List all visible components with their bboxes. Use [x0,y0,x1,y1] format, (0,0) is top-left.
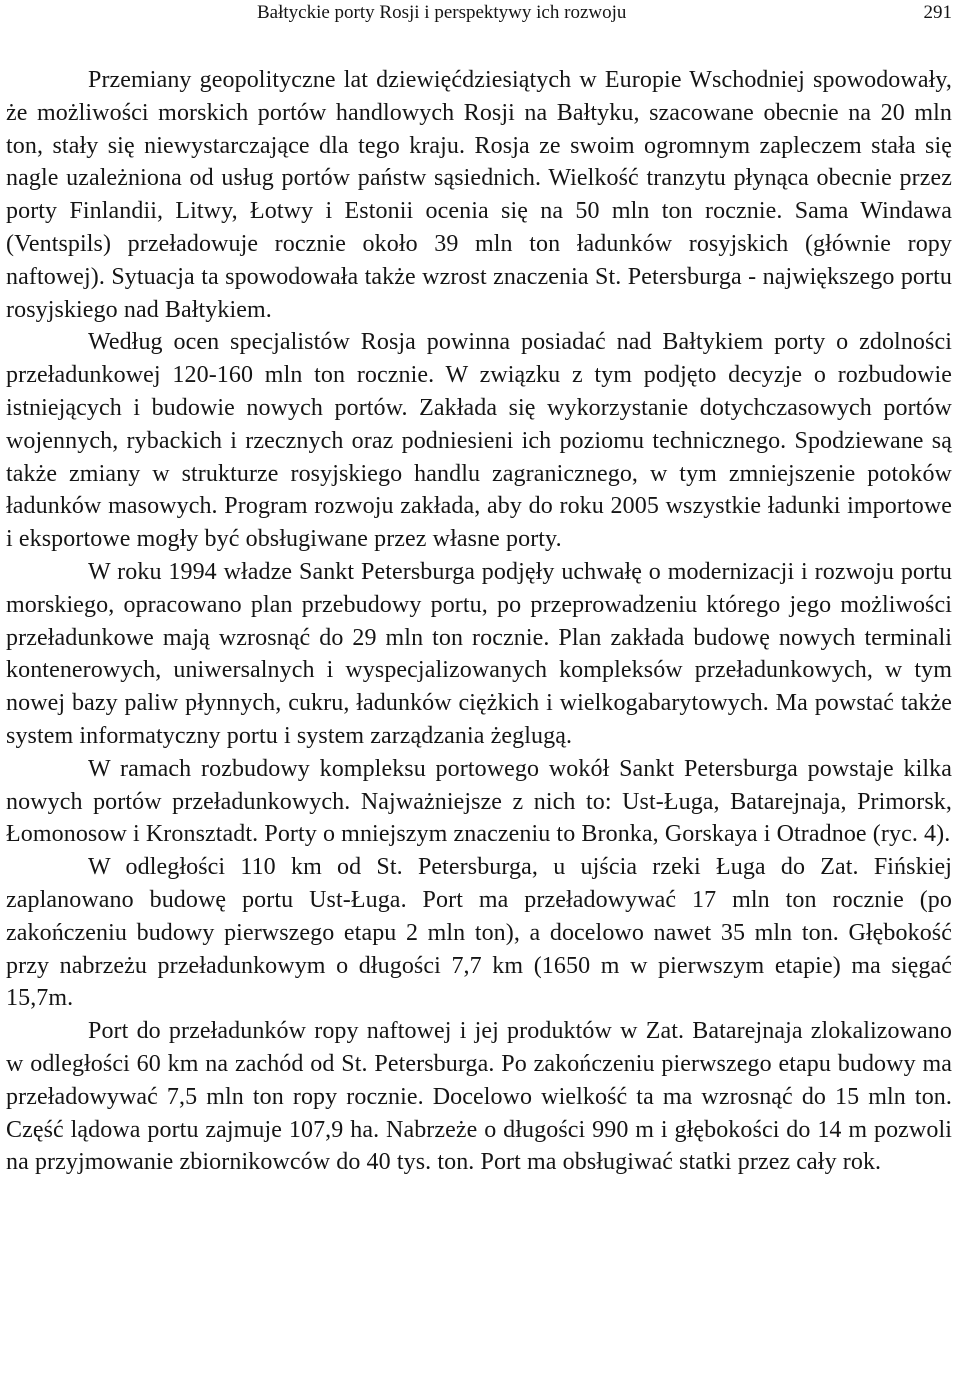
running-title: Bałtyckie porty Rosji i perspektywy ich rozwoju [257,2,627,23]
paragraph: Port do przeładunków ropy naftowej i jej produktów w Zat. Batarejnaja zlokalizowano w odległości 60 km na zachód od St. Petersburga. Po zakończeniu pierwszego etapu budowy ma przeładowywać 7,5 mln ton ropy rocznie. Docelowo wielkość ta ma wzrosnąć do 15 mln ton. Część lądowa portu zajmuje 107,9 ha. Nabrzeże o długości 990 m i głębokości do 14 m pozwoli na przyjmowanie zbiornikowców do 40 tys. ton. Port ma obsługiwać statki przez cały rok. [6,1018,952,1176]
body-text [6,64,952,1179]
paragraph: W roku 1994 władze Sankt Petersburga podjęły uchwałę o modernizacji i rozwoju portu morskiego, opracowano plan przebudowy portu, po przeprowadzeniu którego jego możliwości przeładunkowe mają wzrosnąć do 29 mln ton rocznie. Plan zakłada budowę nowych terminali kontenerowych, uniwersalnych i wyspecjalizowanych kompleksów przeładunkowych, w tym nowej bazy paliw płynnych, cukru, ładunków ciężkich i wielkogabarytowych. Ma powstać także system informatyczny portu i system zarządzania żeglugą. [6,558,952,749]
paragraph: W ramach rozbudowy kompleksu portowego wokół Sankt Petersburga powstaje kilka nowych portów przeładunkowych. Najważniejsze z nich to: Ust-Ługa, Batarejnaja, Primorsk, Łomonosow i Kronsztadt. Porty o mniejszym znaczeniu to Bronka, Gorskaya i Otradnoe (ryc. 4). [6,755,952,848]
running-header [257,0,952,26]
paragraph: Według ocen specjalistów Rosja powinna posiadać nad Bałtykiem porty o zdolności przeładunkowej 120-160 mln ton rocznie. W związku z tym podjęto decyzje o rozbudowie istniejących i budowie nowych portów. Zakłada się wykorzystanie dotychczasowych portów wojennych, rybackich i rzecznych oraz podniesieni ich poziomu technicznego. Spodziewane są także zmiany w strukturze rosyjskiego handlu zagranicznego, w tym zmniejszenie potoków ładunków masowych. Program rozwoju zakłada, aby do roku 2005 wszystkie ładunki importowe i eksportowe mogły być obsługiwane przez własne porty. [6,329,952,553]
paragraph: W odległości 110 km od St. Petersburga, u ujścia rzeki Ługa do Zat. Fińskiej zaplanowano budowę portu Ust-Ługa. Port ma przeładowywać 17 mln ton rocznie (po zakończeniu budowy pierwszego etapu 2 mln ton), a docelowo nawet 35 mln ton. Głębokość przy nabrzeżu przeładunkowym o długości 7,7 km (1650 m w pierwszym etapie) ma sięgać 15,7m. [6,854,952,1012]
paragraph: Przemiany geopolityczne lat dziewięćdziesiątych w Europie Wschodniej spowodowały, że możliwości morskich portów handlowych Rosji na Bałtyku, szacowane obecnie na 20 mln ton, stały się niewystarczające dla tego kraju. Rosja ze swoim ogromnym zapleczem stała się nagle uzależniona od usług portów państw sąsiednich. Wielkość tranzytu płynąca obecnie przez porty Finlandii, Litwy, Łotwy i Estonii ocenia się na 50 mln ton rocznie. Sama Windawa (Ventspils) przeładowuje rocznie około 39 mln ton ładunków rosyjskich (głównie ropy naftowej). Sytuacja ta spowodowała także wzrost znaczenia St. Petersburga - największego portu rosyjskiego nad Bałtykiem. [6,67,952,323]
page-number: 291 [923,2,952,23]
